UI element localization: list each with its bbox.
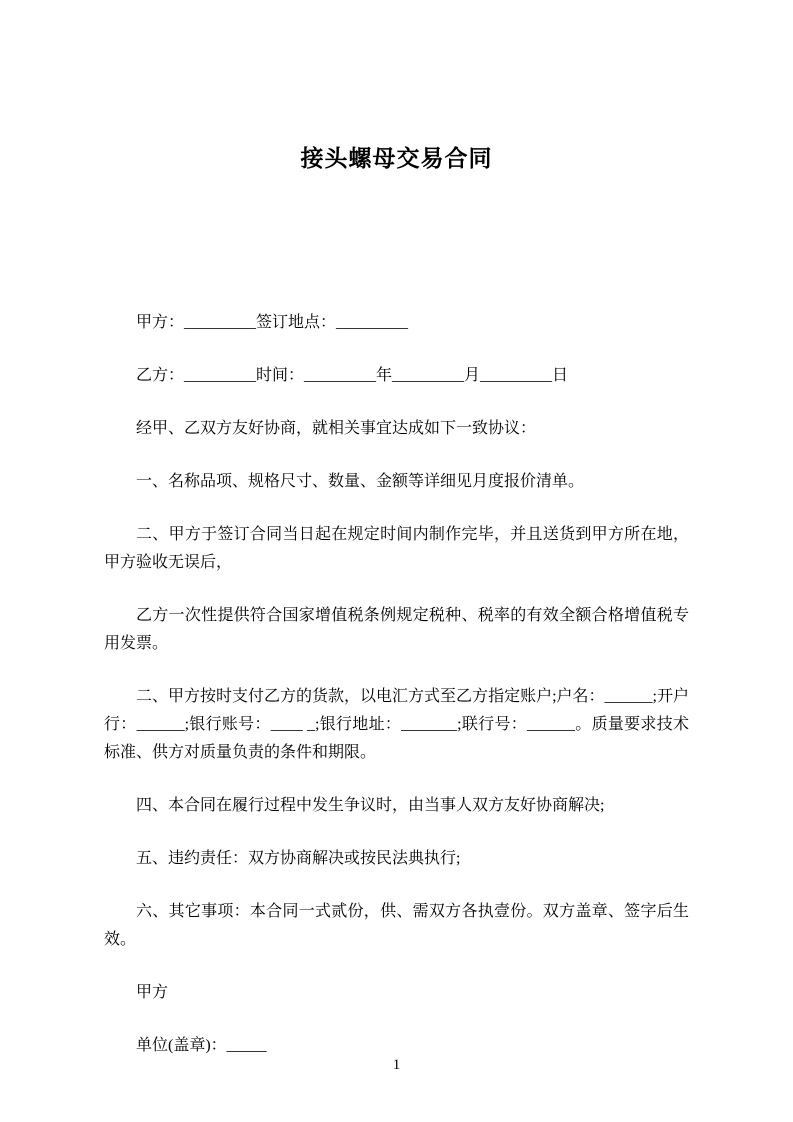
para-clause-1: 一、名称品项、规格尺寸、数量、金额等详细见月度报价清单。 (136, 473, 585, 490)
para-intro: 经甲、乙双方友好协商，就相关事宜达成如下一致协议： (136, 420, 537, 437)
para-party-a-signature: 甲方 (136, 984, 169, 1001)
para-clause-6: 六、其它事项：本合同一式贰份，供、需双方各执壹份。双方盖章、签字后生效。 (104, 903, 689, 948)
para-party-b-line: 乙方：_________时间：_________年_________月_________日 (136, 367, 569, 384)
page-number: 1 (392, 1057, 401, 1073)
para-clause-5: 五、违约责任：双方协商解决或按民法典执行; (136, 850, 461, 867)
para-clause-2-invoice: 乙方一次性提供符合国家增值税条例规定税种、税率的有效全额合格增值税专用发票。 (104, 607, 689, 652)
page-footer (0, 1056, 793, 1074)
para-party-a-line: 甲方：_________签订地点：_________ (136, 314, 409, 331)
para-clause-payment: 二、甲方按时支付乙方的货款，以电汇方式至乙方指定账户;户名：______;开户行：______;银行账号：____ _;银行地址：_______;联行号：______。质量要求技术标准、供方对质量负责的条件和期限。 (104, 688, 689, 761)
para-unit-seal: 单位(盖章)：_____ (136, 1037, 267, 1054)
document-title: 接头螺母交易合同 (300, 145, 493, 171)
para-clause-4: 四、本合同在履行过程中发生争议时，由当事人双方友好协商解决; (136, 797, 605, 814)
para-clause-2: 二、甲方于签订合同当日起在规定时间内制作完毕，并且送货到甲方所在地，甲方验收无误后， (104, 526, 689, 571)
